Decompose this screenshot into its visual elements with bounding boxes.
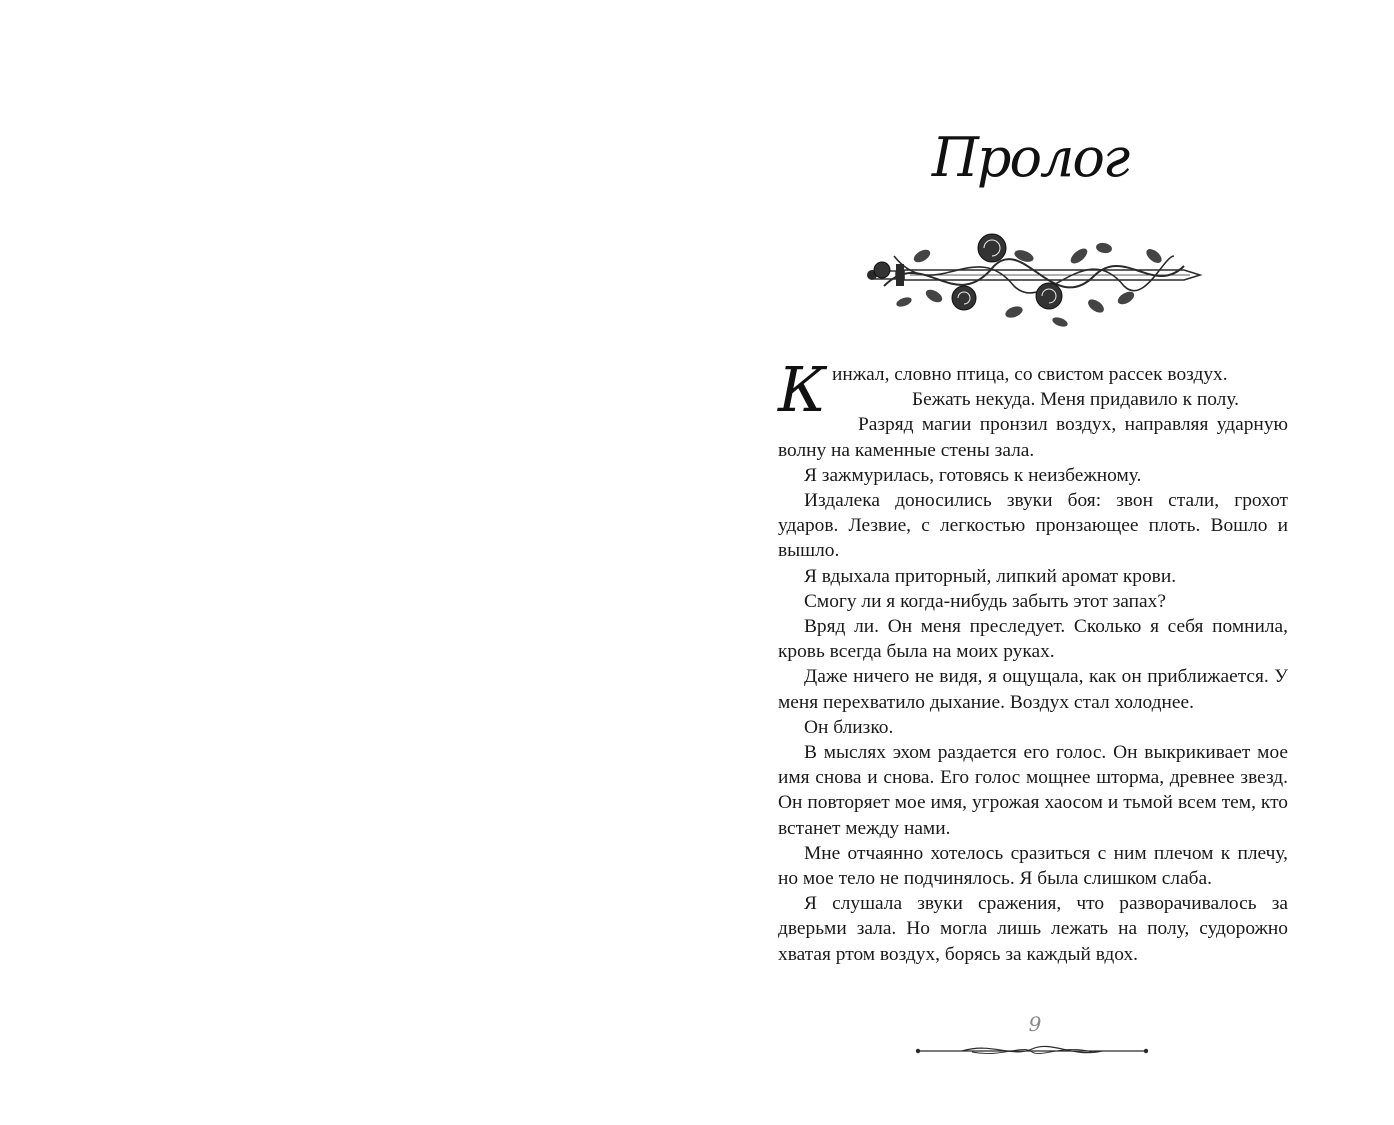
paragraph-1-text: инжал, словно птица, со свистом рассек воздух. bbox=[831, 364, 1228, 385]
paragraph-13: Я слушала звуки сражения, что разворачивалось за дверьми зала. Но могла лишь лежать на полу, судорожно хватая ртом воздух, борясь за каждый вдох. bbox=[778, 893, 1288, 965]
chapter-body bbox=[778, 353, 1288, 967]
drop-cap: К bbox=[778, 353, 826, 426]
rose-dagger-ornament bbox=[864, 226, 1204, 336]
paragraph-10: Он близко. bbox=[804, 716, 894, 738]
paragraph-11: В мыслях эхом раздается его голос. Он выкрикивает мое имя снова и снова. Его голос мощнее шторма, древнее звезд. Он повторяет мое имя, угрожая хаосом и тьмой всем тем, кто встанет между нами. bbox=[778, 742, 1288, 839]
paragraph-3: Разряд магии пронзил воздух, направляя ударную волну на каменные стены зала. bbox=[778, 414, 1288, 461]
paragraph-12: Мне отчаянно хотелось сразиться с ним плечом к плечу, но мое тело не подчинялось. Я была слишком слаба. bbox=[778, 842, 1288, 890]
paragraph-2: Бежать некуда. Меня придавило к полу. bbox=[911, 389, 1239, 411]
paragraph-4: Я зажмурилась, готовясь к неизбежному. bbox=[804, 464, 1142, 486]
footer-flourish-ornament bbox=[912, 1038, 1152, 1060]
paragraph-7: Смогу ли я когда-нибудь забыть этот запах? bbox=[804, 590, 1166, 612]
chapter-title: Пролог bbox=[931, 126, 1129, 189]
paragraph-9: Даже ничего не видя, я ощущала, как он приближается. У меня перехватило дыхание. Воздух стал холоднее. bbox=[778, 666, 1288, 713]
paragraph-6: Я вдыхала приторный, липкий аромат крови. bbox=[804, 565, 1177, 587]
page-number: 9 bbox=[1028, 1012, 1042, 1036]
paragraph-8: Вряд ли. Он меня преследует. Сколько я себя помнила, кровь всегда была на моих руках. bbox=[778, 616, 1288, 663]
paragraph-5: Издалека доносились звуки боя: звон стали, грохот ударов. Лезвие, с легкостью пронзающее плоть. Вошло и вышло. bbox=[778, 490, 1288, 562]
